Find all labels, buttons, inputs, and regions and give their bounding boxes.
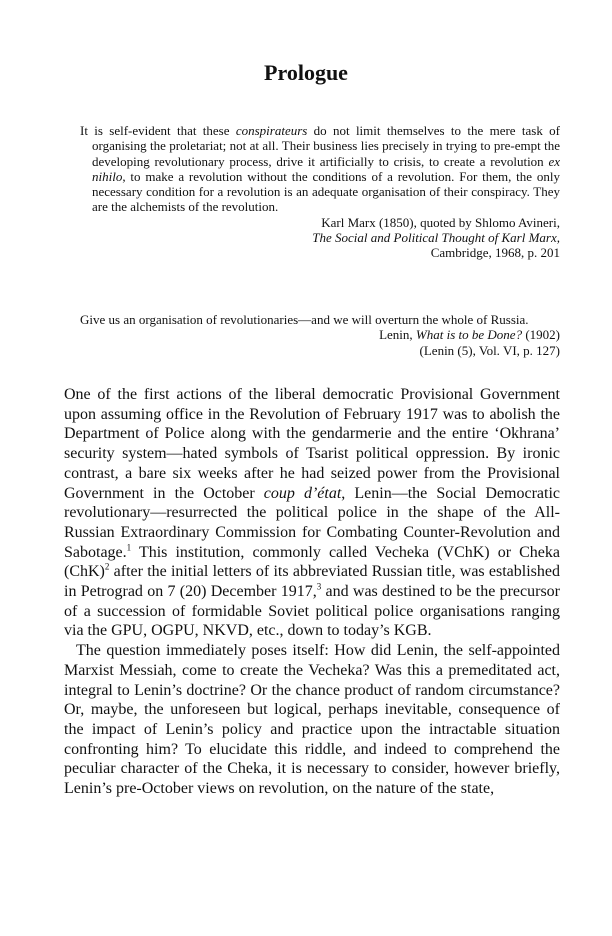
body-text [64,385,560,799]
text-run: do not limit themselves to the mere task of organising the proletariat; not at all. Their business lies precisely in trying to pre-empt the developing revolutionary process, drive it artificially to crisis, to create a revolution [92,123,560,169]
paragraph: The question immediately poses itself: How did Lenin, the self-appointed Marxist Messiah, come to create the Vecheka? Was this a premeditated act, integral to Lenin’s doctrine? Or the chance product of random circumstance? Or, maybe, the unforeseen but logical, perhaps inevitable, consequence of the impact of Lenin’s policy and practice upon the intractable situation confronting him? To elucidate this riddle, and indeed to comprehend the peculiar character of the Cheka, it is necessary to consider, however briefly, Lenin’s pre-October views on revolution, on the nature of the state, [64,642,560,798]
text-run: and was destined to be the precursor of a succession of formidable Soviet political police organisations ranging via the GPU, OGPU, NKVD, etc., down to today’s KGB. [64,583,561,640]
text-run: One of the first actions of the liberal democratic Provisional Government upon assuming office in the Revolution of February 1917 was to abolish the Department of Police along with the gendarmerie and the entire ‘Okhrana’ security system—hated symbols of Tsarist political oppression. By ironic contrast, a bare six weeks after he had seized power from the Provisional Government in the October [64,386,560,502]
footnote-ref: 1 [126,542,132,553]
attribution-line [80,230,560,245]
text-run: after the initial letters of its abbreviated Russian title, was established in Petrograd on 7 (20) December 1917, [64,563,560,601]
epigraph-lenin-attribution [80,327,560,358]
page-title: Prologue [264,60,348,85]
epigraph-lenin-text: Give us an organisation of revolutionaries—and we will overturn the whole of Russia. [80,312,529,327]
text-run: , to make a revolution without the conditions of a revolution. For them, the only necessary condition for a revolution is an adequate organisation of their conspiracy. They are the alchemists of the revolution. [92,168,560,215]
footnote-ref: 3 [316,581,322,592]
epigraph-marx [80,123,560,261]
text-run: , Lenin—the Social Democratic revolutionary—resurrected the political police in the shape of the All-Russian Extraordinary Commission for Combating Counter-Revolution and Sabotage. [64,484,561,561]
text-run: Lenin, [379,327,416,343]
attribution-line: Karl Marx (1850), quoted by Shlomo Avineri, [321,214,560,230]
attribution-line: Cambridge, 1968, p. 201 [430,245,560,261]
epigraph-lenin [80,312,560,358]
book-title: What is to be Done? [415,327,523,343]
epigraph-marx-attribution [80,215,560,261]
text-run-italic: conspirateurs [235,123,308,138]
book-title: The Social and Political Thought of Karl Marx, [312,230,560,246]
paragraph [64,385,560,641]
text-run: This institution, commonly called Vecheka (VChK) or Cheka (ChK) [64,543,560,581]
attribution-line [80,327,560,342]
attribution-line: (Lenin (5), Vol. VI, p. 127) [419,342,560,358]
epigraph-marx-text [80,123,560,215]
text-run-italic: coup d’état [263,484,342,502]
footnote-ref: 2 [104,562,110,572]
text-run: (1902) [522,327,560,343]
text-run-italic: ex nihilo [92,153,560,184]
text-run: It is self-evident that these [80,123,236,138]
